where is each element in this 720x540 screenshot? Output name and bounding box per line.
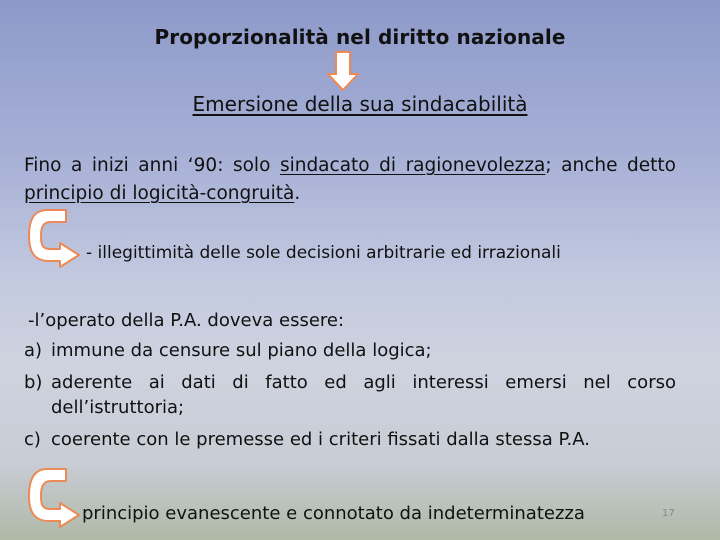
- consequence-line-1: - illegittimità delle sole decisioni arbitrarie ed irrazionali: [86, 243, 561, 263]
- term-sindacato-ragionevolezza: sindacato di ragionevolezza: [279, 155, 546, 176]
- paragraph-intro: [24, 152, 676, 208]
- list-marker: a): [24, 340, 43, 361]
- list-item: [24, 338, 676, 363]
- para-text-1: Fino a inizi anni ‘90: solo: [24, 155, 280, 176]
- down-arrow-icon: [327, 51, 359, 91]
- requirements-intro: -l’operato della P.A. doveva essere:: [28, 310, 345, 331]
- para-text-2: ; anche detto: [545, 155, 676, 176]
- term-logicita-congruita: principio di logicità-congruità: [24, 183, 295, 204]
- consequence-line-2: principio evanescente e connotato da indeterminatezza: [82, 503, 585, 524]
- list-item: [24, 370, 676, 420]
- para-text-3: .: [294, 183, 301, 204]
- list-marker: c): [24, 429, 41, 450]
- list-item: [24, 427, 676, 452]
- list-text: coerente con le premesse ed i criteri fissati dalla stessa P.A.: [51, 429, 590, 450]
- list-marker: b): [24, 372, 43, 393]
- page-number: 17: [662, 508, 675, 519]
- curved-arrow-icon: [26, 465, 82, 529]
- subtitle-text: Emersione della sua sindacabilità: [192, 92, 528, 116]
- slide-subtitle: [0, 92, 720, 116]
- list-text: aderente ai dati di fatto ed agli interessi emersi nel corso dell’istruttoria;: [51, 372, 676, 418]
- curved-arrow-icon: [26, 206, 82, 268]
- requirements-block: [24, 310, 676, 459]
- slide-title: Proporzionalità nel diritto nazionale: [154, 25, 566, 49]
- list-text: immune da censure sul piano della logica;: [51, 340, 432, 361]
